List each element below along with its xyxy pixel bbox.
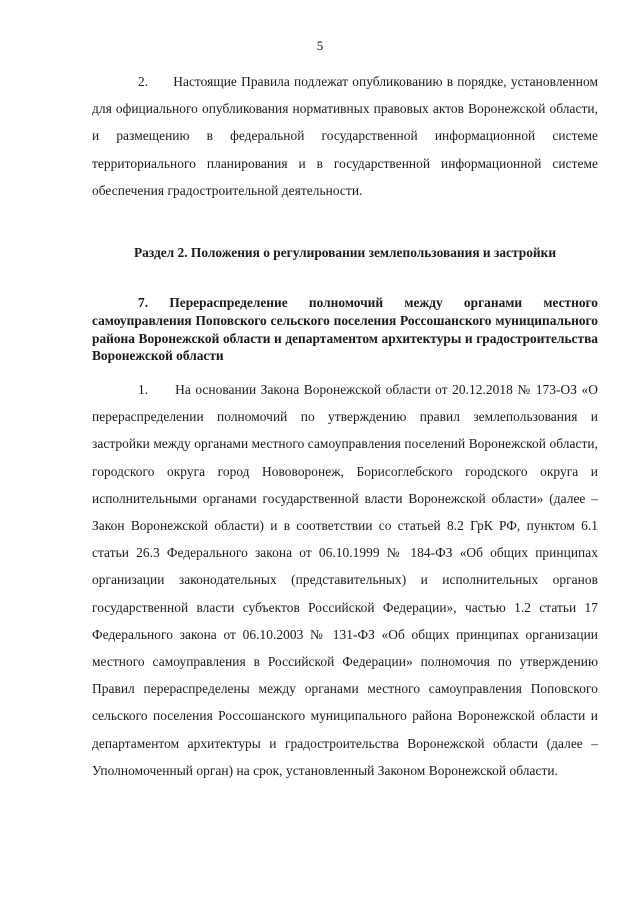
- paragraph-2-block: [92, 68, 598, 204]
- subsection-title: 7. Перераспределение полномочий между органами местного самоуправления Поповского сельского поселения Россошанского муниципального района Воронежской области и департаментом архитектуры и градостроительства Воронежской области: [92, 295, 598, 364]
- page-number: 5: [316, 38, 324, 53]
- paragraph-1: 1. На основании Закона Воронежской области от 20.12.2018 № 173-ОЗ «О перераспределении полномочий по утверждению правил землепользования и застройки между органами местного самоуправления поселений Воронежской области, городского округа город Нововоронеж, Борисоглебского городского округа и исполнительными органами государственной власти Воронежской области» (далее – Закон Воронежской области) и в соответствии со статьей 8.2 ГрК РФ, пунктом 6.1 статьи 26.3 Федерального закона от 06.10.1999 № 184-ФЗ «Об общих принципах организации законодательных (представительных) и исполнительных органов государственной власти субъектов Российской Федерации», частью 1.2 статьи 17 Федерального закона от 06.10.2003 № 131-ФЗ «Об общих принципах организации местного самоуправления в Российской Федерации» полномочия по утверждению Правил перераспределены между органами местного самоуправления Поповского сельского поселения Россошанского муниципального района Воронежской области и департаментом архитектуры и градостроительства Воронежской области (далее – Уполномоченный орган) на срок, установленный Законом Воронежской области.: [92, 382, 598, 778]
- paragraph-2: 2. Настоящие Правила подлежат опубликованию в порядке, установленном для официального опубликования нормативных правовых актов Воронежской области, и размещению в федеральной государственной информационной системе территориального планирования и в государственной информационной системе обеспечения градостроительной деятельности.: [92, 74, 598, 198]
- paragraph-1-block: [92, 376, 598, 784]
- section-title: Раздел 2. Положения о регулировании землепользования и застройки: [133, 245, 557, 260]
